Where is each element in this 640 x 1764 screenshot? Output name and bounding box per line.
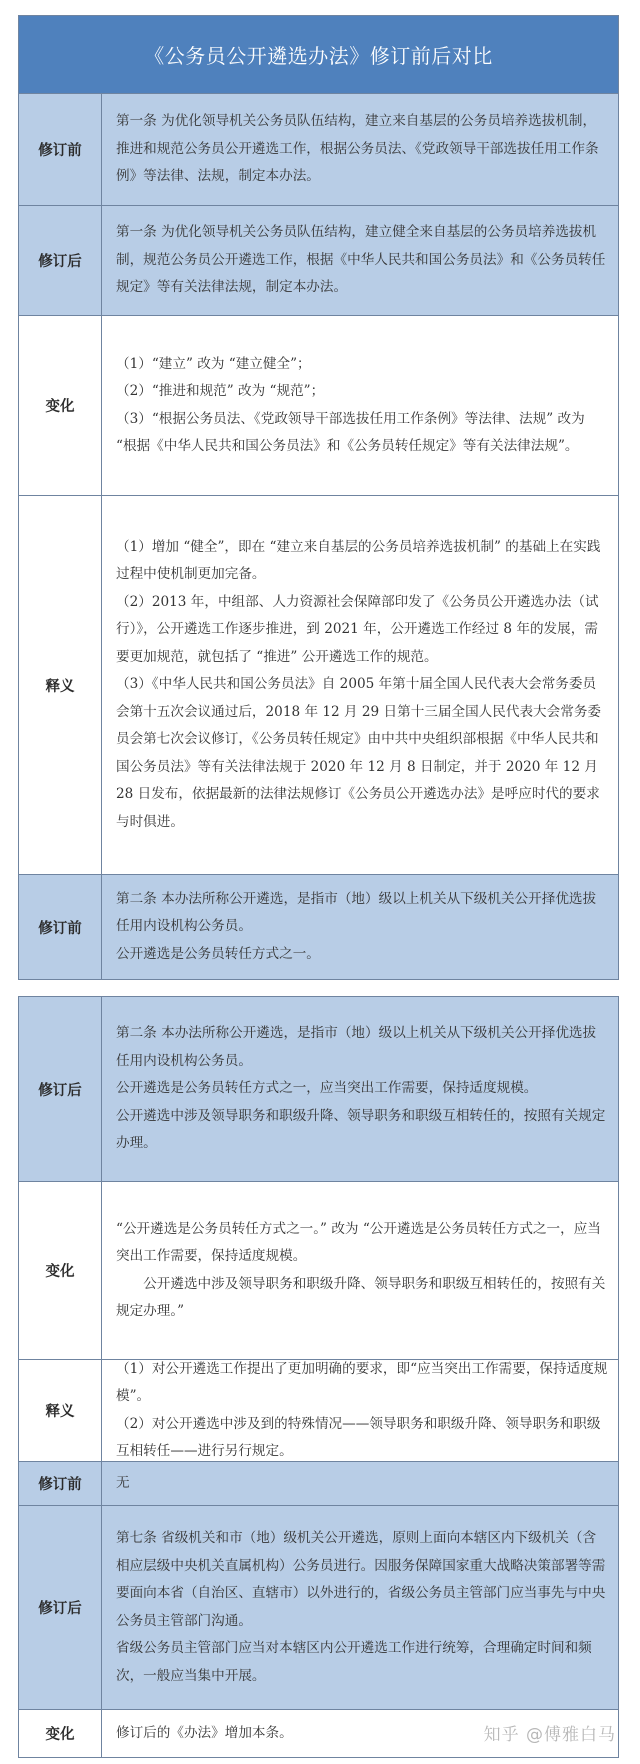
table-row-article2-change (19, 1181, 618, 1359)
row-label: 修订前 (19, 1462, 102, 1505)
row-label: 释义 (19, 496, 102, 874)
paragraph: （1）增加 “健全”，即在 “建立来自基层的公务员培养选拔机制” 的基础上在实践过程中使机制更加完备。 (116, 538, 601, 583)
row-content (102, 1462, 618, 1505)
row-label: 释义 (19, 1360, 102, 1461)
paragraph: 公开遴选是公务员转任方式之一。 (116, 945, 320, 962)
table-title-row (19, 16, 618, 93)
comparison-table-2 (18, 996, 619, 1758)
row-content (102, 1360, 618, 1461)
table-row-article2-before (19, 874, 618, 979)
row-label: 变化 (19, 316, 102, 495)
paragraph: （3）“根据公务员法、《党政领导干部选拔任用工作条例》等法律、法规” 改为 “根据《中华人民共和国公务员法》和《公务员转任规定》等有关法律法规”。 (116, 410, 585, 454)
row-label: 修订前 (19, 94, 102, 205)
row-label: 修订后 (19, 206, 102, 315)
table-row-article2-after (19, 997, 618, 1181)
paragraph: 公开遴选是公务员转任方式之一，应当突出工作需要，保持适度规模。 (116, 1080, 538, 1097)
row-content (102, 206, 618, 315)
paragraph: （1）“建立” 改为 “建立健全”； (116, 355, 311, 372)
paragraph: 无 (116, 1474, 130, 1491)
paragraph: 第一条 为优化领导机关公务员队伍结构，建立来自基层的公务员培养选拔机制，推进和规范公务员公开遴选工作，根据公务员法、《党政领导干部选拔任用工作条例》等法律、法规，制定本办法。 (116, 113, 599, 185)
paragraph: （2）2013 年，中组部、人力资源社会保障部印发了《公务员公开遴选办法（试行）》，公开遴选工作逐步推进，到 2021 年，公开遴选工作经过 8 年的发展，需要更加规范，就包括了 “推进” 公开遴选工作的规范。 (116, 593, 599, 665)
page-title: 《公务员公开遴选办法》修订前后对比 (144, 44, 493, 68)
row-content (102, 997, 618, 1181)
paragraph: 公开遴选中涉及领导职务和职级升降、领导职务和职级互相转任的，按照有关规定办理。” (116, 1275, 606, 1319)
row-label: 修订后 (19, 997, 102, 1181)
row-content (102, 1506, 618, 1709)
table-row-article1-before (19, 93, 618, 205)
row-label: 变化 (19, 1710, 102, 1757)
table-row-article1-change (19, 315, 618, 495)
comparison-table-1 (18, 15, 619, 980)
zhihu-watermark: 知乎 @傅雅白马 (483, 1725, 616, 1745)
paragraph: “公开遴选是公务员转任方式之一。” 改为 “公开遴选是公务员转任方式之一，应当突出工作需要，保持适度规模。 (116, 1220, 601, 1264)
row-label: 变化 (19, 1182, 102, 1359)
table-row-article1-interpretation (19, 495, 618, 874)
row-content (102, 1182, 618, 1359)
paragraph: 第一条 为优化领导机关公务员队伍结构，建立健全来自基层的公务员培养选拔机制，规范公务员公开遴选工作，根据《中华人民共和国公务员法》和《公务员转任规定》等有关法律法规，制定本办法。 (116, 224, 606, 296)
paragraph: （1）对公开遴选工作提出了更加明确的要求，即“应当突出工作需要，保持适度规模”。 (116, 1360, 608, 1404)
paragraph: 第二条 本办法所称公开遴选，是指市（地）级以上机关从下级机关公开择优选拔任用内设机构公务员。 (116, 1025, 597, 1069)
paragraph: 公开遴选中涉及领导职务和职级升降、领导职务和职级互相转任的，按照有关规定办理。 (116, 1107, 606, 1152)
paragraph: 省级公务员主管部门应当对本辖区内公开遴选工作进行统筹，合理确定时间和频次，一般应当集中开展。 (116, 1640, 592, 1684)
table-row-article7-before (19, 1461, 618, 1505)
row-label: 修订前 (19, 875, 102, 979)
row-content (102, 496, 618, 874)
row-content (102, 316, 618, 495)
row-label: 修订后 (19, 1506, 102, 1709)
paragraph: （2）对公开遴选中涉及到的特殊情况——领导职务和职级升降、领导职务和职级互相转任——进行另行规定。 (116, 1415, 601, 1459)
table-row-article2-interpretation (19, 1359, 618, 1461)
paragraph: 第七条 省级机关和市（地）级机关公开遴选，原则上面向本辖区内下级机关（含相应层级中央机关直属机构）公务员进行。因服务保障国家重大战略决策部署等需要面向本省（自治区、直辖市）以外进行的，省级公务员主管部门应当事先与中央公务员主管部门沟通。 (116, 1530, 606, 1629)
row-content (102, 875, 618, 979)
paragraph: 修订后的《办法》增加本条。 (116, 1724, 293, 1741)
table-row-article7-after (19, 1505, 618, 1709)
table-row-article1-after (19, 205, 618, 315)
paragraph: 第二条 本办法所称公开遴选，是指市（地）级以上机关从下级机关公开择优选拔任用内设机构公务员。 (116, 890, 597, 935)
paragraph: （3）《中华人民共和国公务员法》自 2005 年第十届全国人民代表大会常务委员会第十五次会议通过后，2018 年 12 月 29 日第十三届全国人民代表大会常务委员会第七次会议修订，《公务员转任规定》由中共中央组织部根据《中华人民共和国公务员法》等有关法律法规于 2020 年 12 月 8 日制定，并于 2020 年 12 月 28 日发布，依据最新的法律法规修订《公务员公开遴选办法》是呼应时代的要求与时俱进。 (116, 676, 602, 830)
paragraph: （2）“推进和规范” 改为 “规范”； (116, 383, 325, 399)
row-content (102, 94, 618, 205)
